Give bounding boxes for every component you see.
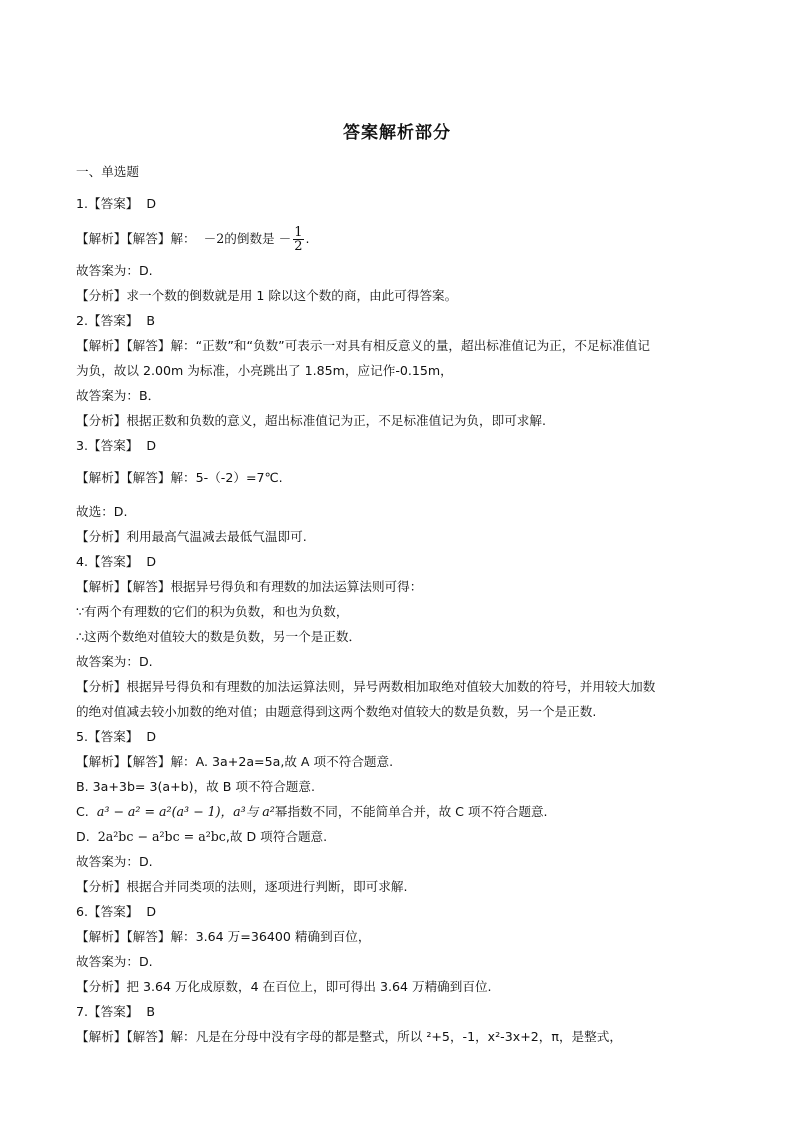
q5-option-d-math: 2a²bc − a²bc = a²bc <box>97 829 226 844</box>
q4-conclusion: 故答案为：D. <box>76 654 153 669</box>
q5-option-c-math: a³ − a² = a²(a³ − 1)，a³与 a² <box>96 804 275 819</box>
q1-answer-value: D <box>146 196 157 211</box>
q3-analysis: 【分析】利用最高气温减去最低气温即可. <box>76 529 307 544</box>
q5-answer <box>76 728 726 746</box>
section-heading: 一、单选题 <box>76 164 139 179</box>
q1-fraction-numerator: 1 <box>294 225 303 240</box>
q5-answer-value: D <box>146 729 157 744</box>
q1-conclusion: 故答案为：D. <box>76 263 153 278</box>
q3-answer-value: D <box>146 438 157 453</box>
q6-answer-label: 6.【答案】 <box>76 904 139 919</box>
q2-answer-label: 2.【答案】 <box>76 313 139 328</box>
q6-analysis: 【分析】把 3.64 万化成原数，4 在百位上，即可得出 3.64 万精确到百位. <box>76 979 492 994</box>
q6-conclusion: 故答案为：D. <box>76 954 153 969</box>
q1-solution-text: －2的倒数是 － <box>203 231 292 246</box>
q1-analysis: 【分析】求一个数的倒数就是用 1 除以这个数的商，由此可得答案。 <box>76 288 458 303</box>
q3-conclusion: 故选：D. <box>76 504 128 519</box>
q7-solution: 【解析】【解答】解：凡是在分母中没有字母的都是整式，所以 ²+5，-1，x²-3x+2，π，是整式， <box>76 1029 622 1044</box>
q2-conclusion: 故答案为：B． <box>76 388 161 403</box>
q5-conclusion: 故答案为：D. <box>76 854 153 869</box>
q4-answer-label: 4.【答案】 <box>76 554 139 569</box>
q7-answer-label: 7.【答案】 <box>76 1004 139 1019</box>
q4-analysis-line-2: 的绝对值减去较小加数的绝对值；由题意得到这两个数绝对值较大的数是负数，另一个是正数. <box>76 704 597 719</box>
q1-solution-label: 【解析】【解答】解： <box>76 231 196 246</box>
q2-answer-value: B <box>146 313 156 328</box>
q5-analysis: 【分析】根据合并同类项的法则，逐项进行判断，即可求解. <box>76 879 408 894</box>
q4-answer-value: D <box>146 554 157 569</box>
q2-answer <box>76 312 726 330</box>
q1-fraction <box>293 226 303 253</box>
q1-solution <box>76 224 726 254</box>
q6-answer <box>76 903 726 921</box>
q5-solution-line-1: 【解析】【解答】解：A. 3a+2a=5a,故 A 项不符合题意. <box>76 754 394 769</box>
q4-answer <box>76 553 726 571</box>
q4-solution-line-2: ∵有两个有理数的它们的积为负数，和也为负数， <box>76 604 349 619</box>
q5-option-d-prefix: D. <box>76 829 90 844</box>
q2-solution-line-1: 【解析】【解答】解：“正数”和“负数”可表示一对具有相反意义的量，超出标准值记为正，不足标准值记 <box>76 338 650 353</box>
q7-answer <box>76 1003 726 1021</box>
page-title: 答案解析部分 <box>343 123 451 143</box>
q5-solution-line-4 <box>76 828 726 846</box>
q2-analysis: 【分析】根据正数和负数的意义，超出标准值记为正，不足标准值记为负，即可求解. <box>76 413 546 428</box>
q1-answer <box>76 195 726 213</box>
q6-solution: 【解析】【解答】解：3.64 万=36400 精确到百位， <box>76 929 371 944</box>
q4-solution-line-1: 【解析】【解答】根据异号得负和有理数的加法运算法则可得： <box>76 579 423 594</box>
q4-analysis-line-1: 【分析】根据异号得负和有理数的加法运算法则，异号两数相加取绝对值较大加数的符号，并用较大加数 <box>76 679 656 694</box>
q5-option-d-text: ,故 D 项符合题意. <box>225 829 328 844</box>
q7-answer-value: B <box>146 1004 156 1019</box>
q4-solution-line-3: ∴这两个数绝对值较大的数是负数，另一个是正数． <box>76 629 362 644</box>
q1-answer-label: 1.【答案】 <box>76 196 139 211</box>
q3-solution: 【解析】【解答】解：5-（-2）=7℃. <box>76 470 283 485</box>
q5-solution-line-2: B. 3a+3b= 3(a+b)，故 B 项不符合题意. <box>76 779 315 794</box>
q3-answer <box>76 437 726 455</box>
q5-solution-line-3 <box>76 803 726 821</box>
q2-solution-line-2: 为负，故以 2.00m 为标准，小亮跳出了 1.85m，应记作-0.15m， <box>76 363 453 378</box>
q5-answer-label: 5.【答案】 <box>76 729 139 744</box>
q3-answer-label: 3.【答案】 <box>76 438 139 453</box>
q1-solution-end: . <box>305 231 310 246</box>
q6-answer-value: D <box>146 904 157 919</box>
q1-fraction-denominator: 2 <box>294 239 303 254</box>
q5-option-c-text: 幂指数不同，不能简单合并，故 C 项不符合题意. <box>274 804 548 819</box>
q5-option-c-prefix: C. <box>76 804 89 819</box>
